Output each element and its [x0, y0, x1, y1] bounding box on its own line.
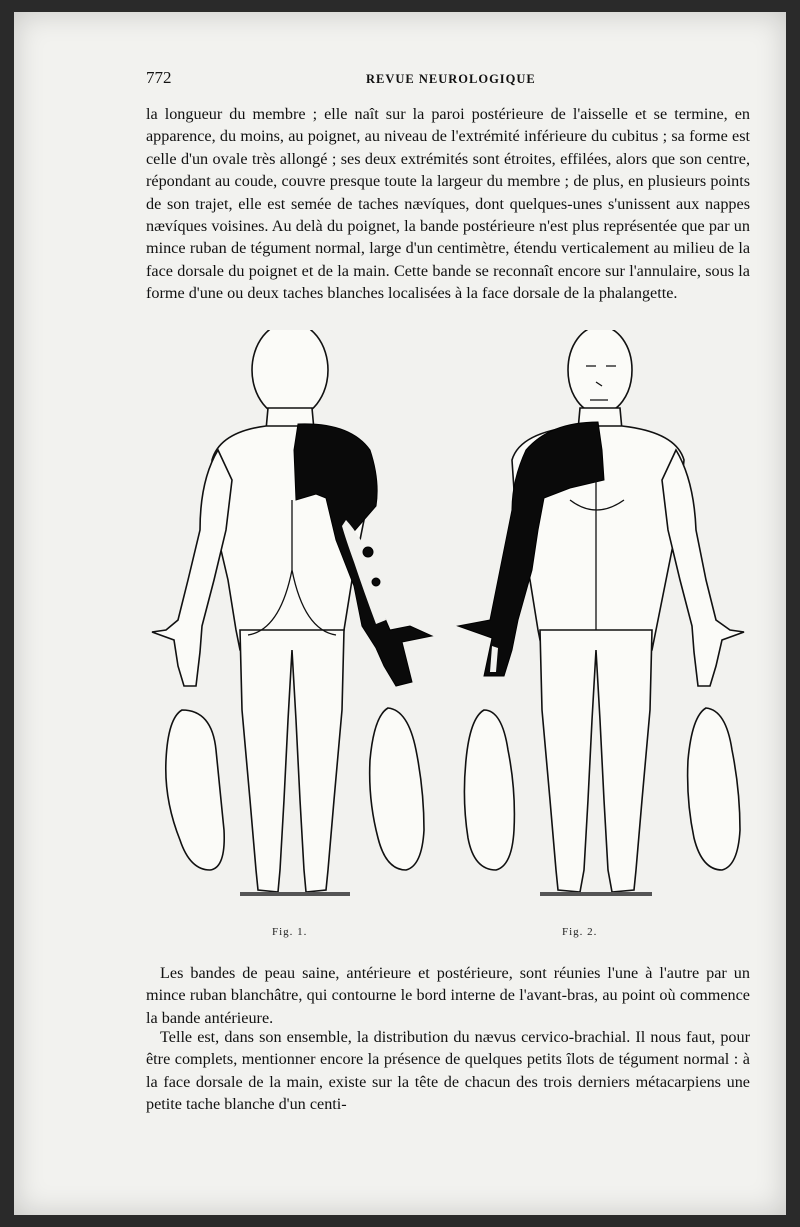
figure-1-posterior-view: [152, 330, 432, 896]
running-title: REVUE NEUROLOGIQUE: [366, 72, 536, 86]
figure-illustration: [140, 330, 760, 950]
body-paragraph-3: Telle est, dans son ensemble, la distribution du nævus cervico-brachial. Il nous faut, pour être complets, mentionner encore la présence de quelques petits îlots de tégument normal : à la face dorsale de la main, existe sur la tête de chacun des trois derniers métacarpiens une petite tache blanche d'un centi-: [146, 1028, 750, 1114]
fig2-right-arm: [662, 450, 744, 686]
fig1-head: [252, 330, 328, 418]
fig2-head: [568, 330, 632, 414]
page-header: [146, 68, 756, 92]
fig1-legs: [240, 630, 344, 892]
figure-1-caption: Fig. 1.: [272, 926, 308, 938]
figure-2-caption: Fig. 2.: [562, 926, 598, 938]
fig1-ground: [240, 892, 350, 896]
fig2-left-sole: [464, 710, 514, 870]
body-paragraph-2: Les bandes de peau saine, antérieure et postérieure, sont réunies l'une à l'autre par un mince ruban blanchâtre, qui contourne le bord interne de l'avant-bras, au point où commence la bande antérieure.: [146, 964, 750, 1027]
body-paragraph-1: la longueur du membre ; elle naît sur la paroi postérieure de l'aisselle et se termine, en apparence, du moins, au poignet, au niveau de l'extrémité inférieure du cubitus ; sa forme est celle d'un ovale très allongé ; ses deux extrémités sont étroites, effilées, alors que son centre, répondant au coude, couvre presque toute la largeur du membre ; de plus, en plusieurs points de son trajet, elle est semée de taches nævíques, dont quelques-unes s'unissent aux nappes nævíques voisines. Au delà du poignet, la bande postérieure n'est plus représentée que par un mince ruban de tégument normal, large d'un centimètre, étendu verticalement au milieu de la face dorsale du poignet et de la main. Cette bande se reconnaît encore sur l'annulaire, sous la forme d'une ou deux taches blanches localisées à la face dorsale de la phalangette.: [146, 105, 750, 303]
fig2-legs: [540, 630, 652, 892]
fig1-nevus-spot: [363, 547, 373, 557]
figure-2-anterior-view: [458, 330, 744, 896]
fig2-ground: [540, 892, 652, 896]
fig1-nevus-spot: [372, 578, 380, 586]
page-number: 772: [146, 68, 172, 87]
fig1-right-sole: [370, 708, 424, 870]
anatomical-figures-drawing: [140, 330, 760, 950]
fig1-left-sole: [166, 710, 224, 870]
fig2-right-sole: [688, 708, 740, 870]
fig1-left-arm: [152, 450, 232, 686]
